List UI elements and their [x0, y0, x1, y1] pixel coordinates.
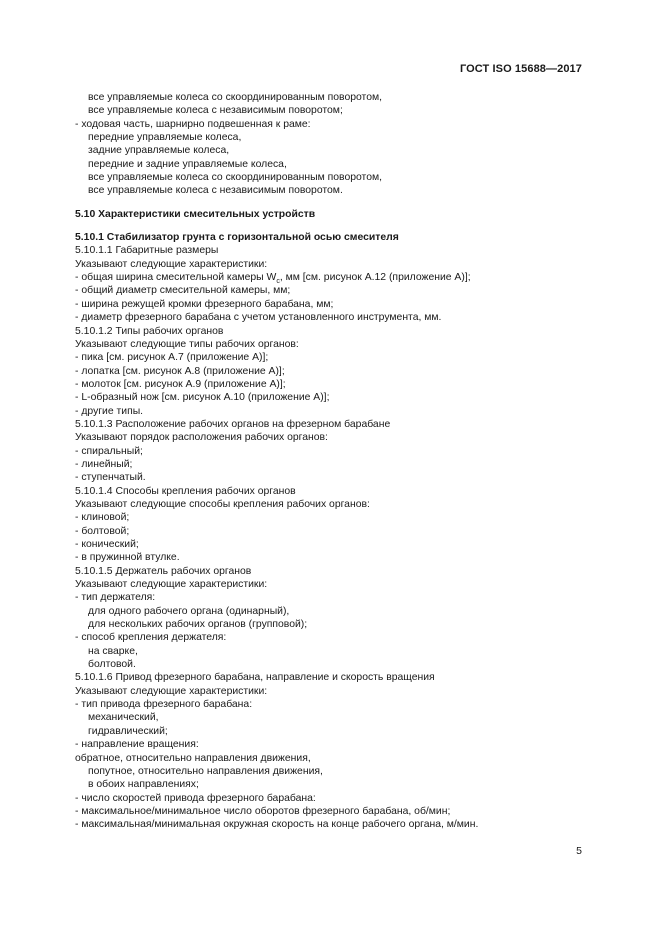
text-line: - тип привода фрезерного барабана:: [75, 699, 253, 711]
text-line: - максимальное/минимальное число оборотов фрезерного барабана, об/мин;: [75, 805, 451, 817]
text-line: механический,: [88, 712, 159, 724]
section-heading: 5.10 Характеристики смесительных устройств: [75, 208, 316, 220]
text-line: гидравлический;: [88, 725, 168, 737]
text-line: - клиновой;: [75, 512, 130, 524]
text-line: в обоих направлениях;: [88, 779, 199, 791]
text-line: 5.10.1.1 Габаритные размеры: [75, 245, 219, 257]
text-line: передние управляемые колеса,: [88, 132, 242, 144]
text-line: - лопатка [см. рисунок А.8 (приложение А)];: [75, 365, 285, 377]
text-line: болтовой.: [88, 659, 136, 671]
page-number: 5: [576, 845, 582, 857]
text-line: - ширина режущей кромки фрезерного барабана, мм;: [75, 298, 334, 310]
text-line: - спиральный;: [75, 445, 143, 457]
line-text: - общая ширина смесительной камеры W: [75, 272, 277, 284]
text-line: задние управляемые колеса,: [88, 145, 230, 157]
text-line: - молоток [см. рисунок А.9 (приложение А)];: [75, 378, 286, 390]
subscript: c: [276, 278, 280, 286]
text-line: для нескольких рабочих органов (групповой);: [88, 619, 308, 631]
text-line: Указывают порядок расположения рабочих органов:: [75, 432, 328, 444]
text-line: - конический;: [75, 539, 139, 550]
text-line: все управляемые колеса с независимым поворотом;: [88, 105, 343, 117]
text-line: все управляемые колеса со скоординированным поворотом,: [88, 92, 383, 103]
text-line: - число скоростей привода фрезерного барабана:: [75, 792, 316, 804]
section-heading: 5.10.1 Стабилизатор грунта с горизонтальной осью смесителя: [75, 232, 399, 244]
text-line: - диаметр фрезерного барабана с учетом установленного инструмента, мм.: [75, 312, 442, 324]
document-header: ГОСТ ISO 15688—2017: [459, 63, 582, 75]
text-line: - другие типы.: [75, 405, 144, 417]
line-text-tail: , мм [см. рисунок А.12 (приложение А)];: [279, 272, 471, 284]
text-line: - общий диаметр смесительной камеры, мм;: [75, 285, 291, 297]
text-line: Указывают следующие типы рабочих органов:: [75, 338, 299, 350]
text-line: передние и задние управляемые колеса,: [88, 158, 287, 170]
document-body: [75, 91, 595, 832]
text-line: 5.10.1.2 Типы рабочих органов: [75, 325, 224, 337]
text-line: обратное, относительно направления движения,: [75, 752, 311, 764]
text-line: - ступенчатый.: [75, 472, 146, 484]
text-line: - L-образный нож [см. рисунок А.10 (приложение А)];: [75, 392, 330, 404]
text-line: 5.10.1.6 Привод фрезерного барабана, направление и скорость вращения: [75, 672, 435, 684]
text-line: - направление вращения:: [75, 739, 199, 751]
text-line: [75, 271, 595, 284]
text-line: все управляемые колеса со скоординированным поворотом,: [88, 172, 383, 184]
text-line: 5.10.1.3 Расположение рабочих органов на фрезерном барабане: [75, 418, 391, 430]
text-line: Указывают следующие характеристики:: [75, 579, 268, 591]
text-line: Указывают следующие характеристики:: [75, 685, 268, 697]
text-line: Указывают следующие способы крепления рабочих органов:: [75, 498, 370, 510]
text-line: 5.10.1.5 Держатель рабочих органов: [75, 565, 252, 577]
text-line: - пика [см. рисунок А.7 (приложение А)];: [75, 352, 269, 364]
text-line: - болтовой;: [75, 525, 130, 537]
text-line: попутное, относительно направления движения,: [88, 765, 323, 777]
text-line: Указывают следующие характеристики:: [75, 258, 268, 270]
text-line: - максимальная/минимальная окружная скорость на конце рабочего органа, м/мин.: [75, 819, 479, 831]
text-line: - линейный;: [75, 458, 133, 470]
text-line: на сварке,: [88, 645, 138, 657]
text-line: - тип держателя:: [75, 592, 156, 604]
text-line: - способ крепления держателя:: [75, 632, 227, 644]
text-line: - ходовая часть, шарнирно подвешенная к раме:: [75, 118, 311, 130]
text-line: все управляемые колеса с независимым поворотом.: [88, 185, 343, 197]
text-line: 5.10.1.4 Способы крепления рабочих органов: [75, 485, 296, 497]
text-line: для одного рабочего органа (одинарный),: [88, 605, 290, 617]
text-line: - в пружинной втулке.: [75, 552, 180, 564]
